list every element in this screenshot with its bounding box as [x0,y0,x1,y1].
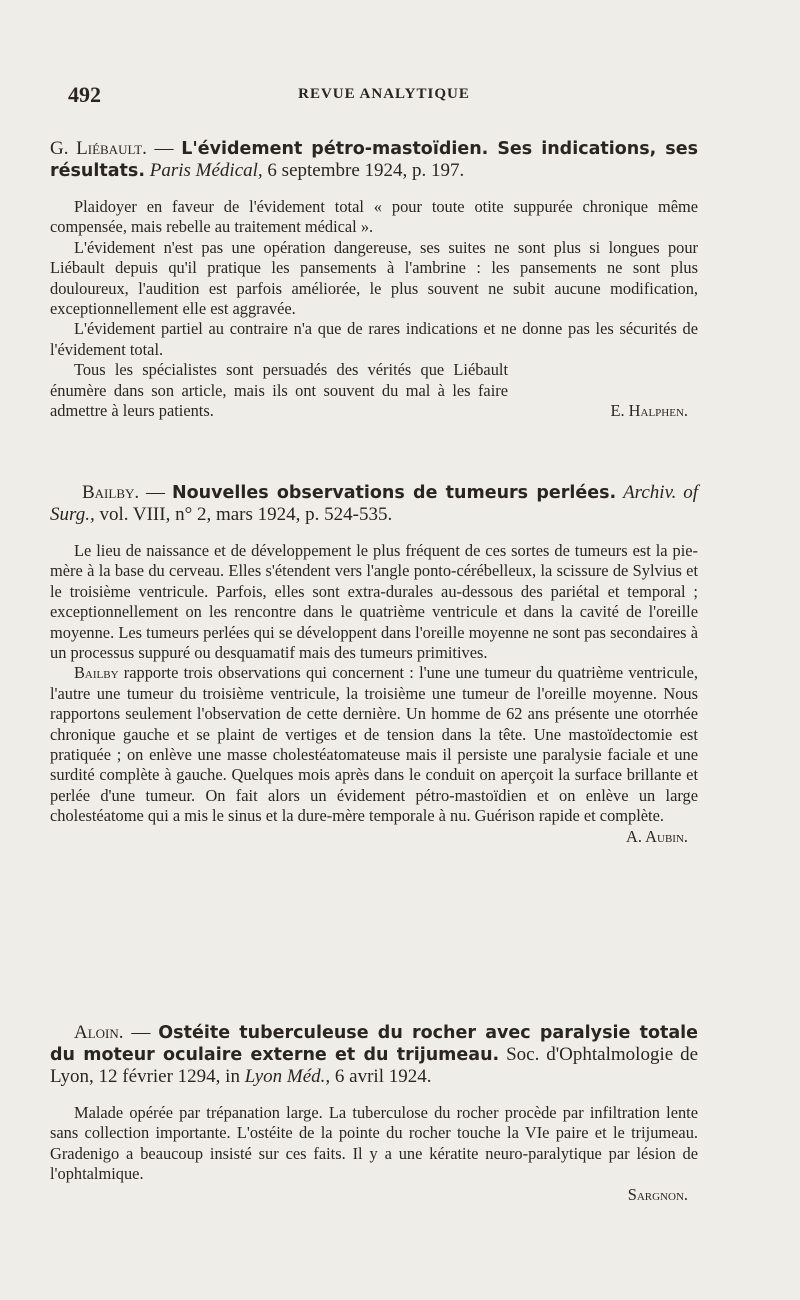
article-body [50,1103,698,1205]
article-heading [50,482,698,526]
paragraph: Plaidoyer en faveur de l'évidement total « pour toute otite suppurée chronique même compensée, mais rebelle au traitement médical ». [50,197,698,237]
journal-reference: vol. VIII, n° 2, mars 1924, p. 524-535. [94,504,393,525]
journal-name: Paris Médical, [149,160,263,181]
heading-separator: — [139,482,172,503]
page-header [68,82,700,112]
page-number: 492 [68,82,101,107]
journal-reference: 6 septembre 1924, p. 197. [262,160,465,181]
paragraph-text: rapporte trois observations qui concernent : l'une une tumeur du quatrième ventricule, l'autre une tumeur du troisième ventricule, la troisième une tumeur de l'oreille moyenne. Nous rapportons seulement l'observation de cette dernière. Un homme de 62 ans présente une otorrhée chronique gauche et se plaint de vertiges et de tension dans la tête. Une mastoïdectomie est pratiquée ; on enlève une masse cholestéatomateuse mais il persiste une paralysie faciale et une surdité complète à gauche. Quelques mois après dans le conduit on aperçoit la surface brillante et perlée d'une tumeur. On fait alors un évidement pétro-mastoïdien et on enlève un large cholestéatome qui a mis le sinus et la dure-mère temporale à nu. Guérison rapide et complète. [50,663,698,826]
article-liebault [50,138,698,421]
article-author: Aloin. [74,1022,124,1043]
reviewer-name: Sargnon. [627,1184,688,1204]
article-body [50,197,698,421]
journal-reference: 6 avril 1924. [330,1066,432,1087]
article-body [50,541,698,847]
author-mention: Bailby [74,663,119,683]
article-title: Nouvelles observations de tumeurs perlées. [171,483,617,503]
article-heading [50,1022,698,1088]
paragraph: L'évidement n'est pas une opération dangereuse, ses suites ne sont plus si longues pour Liébault depuis qu'il pratique les pansements à l'ambrine : les pansements ne sont plus douloureux, l'audition est parfois améliorée, le plus souvent ne subit aucune modification, exceptionnellement elle est aggravée. [50,237,698,319]
reviewer-signature [50,1185,698,1205]
journal-prefix: Soc. d'Ophtalmologie de Lyon, 12 février 1294, in [50,1044,698,1087]
reviewer-name: A. Aubin. [626,826,688,846]
article-title: Ostéite tuberculeuse du rocher avec paralysie totale du moteur oculaire externe et du trijumeau. [50,1023,699,1065]
running-title: REVUE ANALYTIQUE [298,86,470,102]
heading-separator: — [123,1022,159,1043]
reviewer-signature [50,827,698,847]
paragraph: Tous les spécialistes sont persuadés des vérités que Liébault énumère dans son article, mais ils ont souvent du mal à les faire admettre à leurs patients. [50,360,508,421]
paragraph: L'évidement partiel au contraire n'a que de rares indications et ne donne pas les sécurités de l'évidement total. [50,319,698,359]
article-heading [50,138,698,182]
paragraph: Le lieu de naissance et de développement le plus fréquent de ces sortes de tumeurs est la pie-mère à la base du cerveau. Elles s'étendent vers l'angle ponto-cérébelleux, la scissure de Sylvius et le troisième ventricule. Parfois, elles sont extra-durales au-dessous des pariétal et temporal ; exceptionnellement on les rencontre dans le quatrième ventricule et dans la cavité de l'oreille moyenne. Les tumeurs perlées qui se développent dans l'oreille moyenne ne sont pas secondaires à un processus suppuré ou desquamatif mais des tumeurs primitives. [50,541,698,663]
journal-name: Archiv. of Surg., [50,482,699,525]
journal-name: Lyon Méd., [244,1066,331,1087]
article-author: Bailby. [82,482,140,503]
article-title: L'évidement pétro-mastoïdien. Ses indications, ses résultats. [50,139,698,181]
article-author: G. Liébault. [50,138,147,159]
article-aloin [50,1022,698,1205]
article-bailby [50,482,698,847]
paragraph [50,663,698,826]
reviewer-name: E. Halphen. [610,401,688,421]
heading-separator: — [146,138,182,159]
paragraph: Malade opérée par trépanation large. La tuberculose du rocher procède par infiltration lente sans collection importante. L'ostéite de la pointe du rocher touche la VIe paire et le trijumeau. Gradenigo a beaucoup insisté sur ces faits. Il y a une kératite neuro-paralytique par lésion de l'ophtalmique. [50,1103,698,1184]
